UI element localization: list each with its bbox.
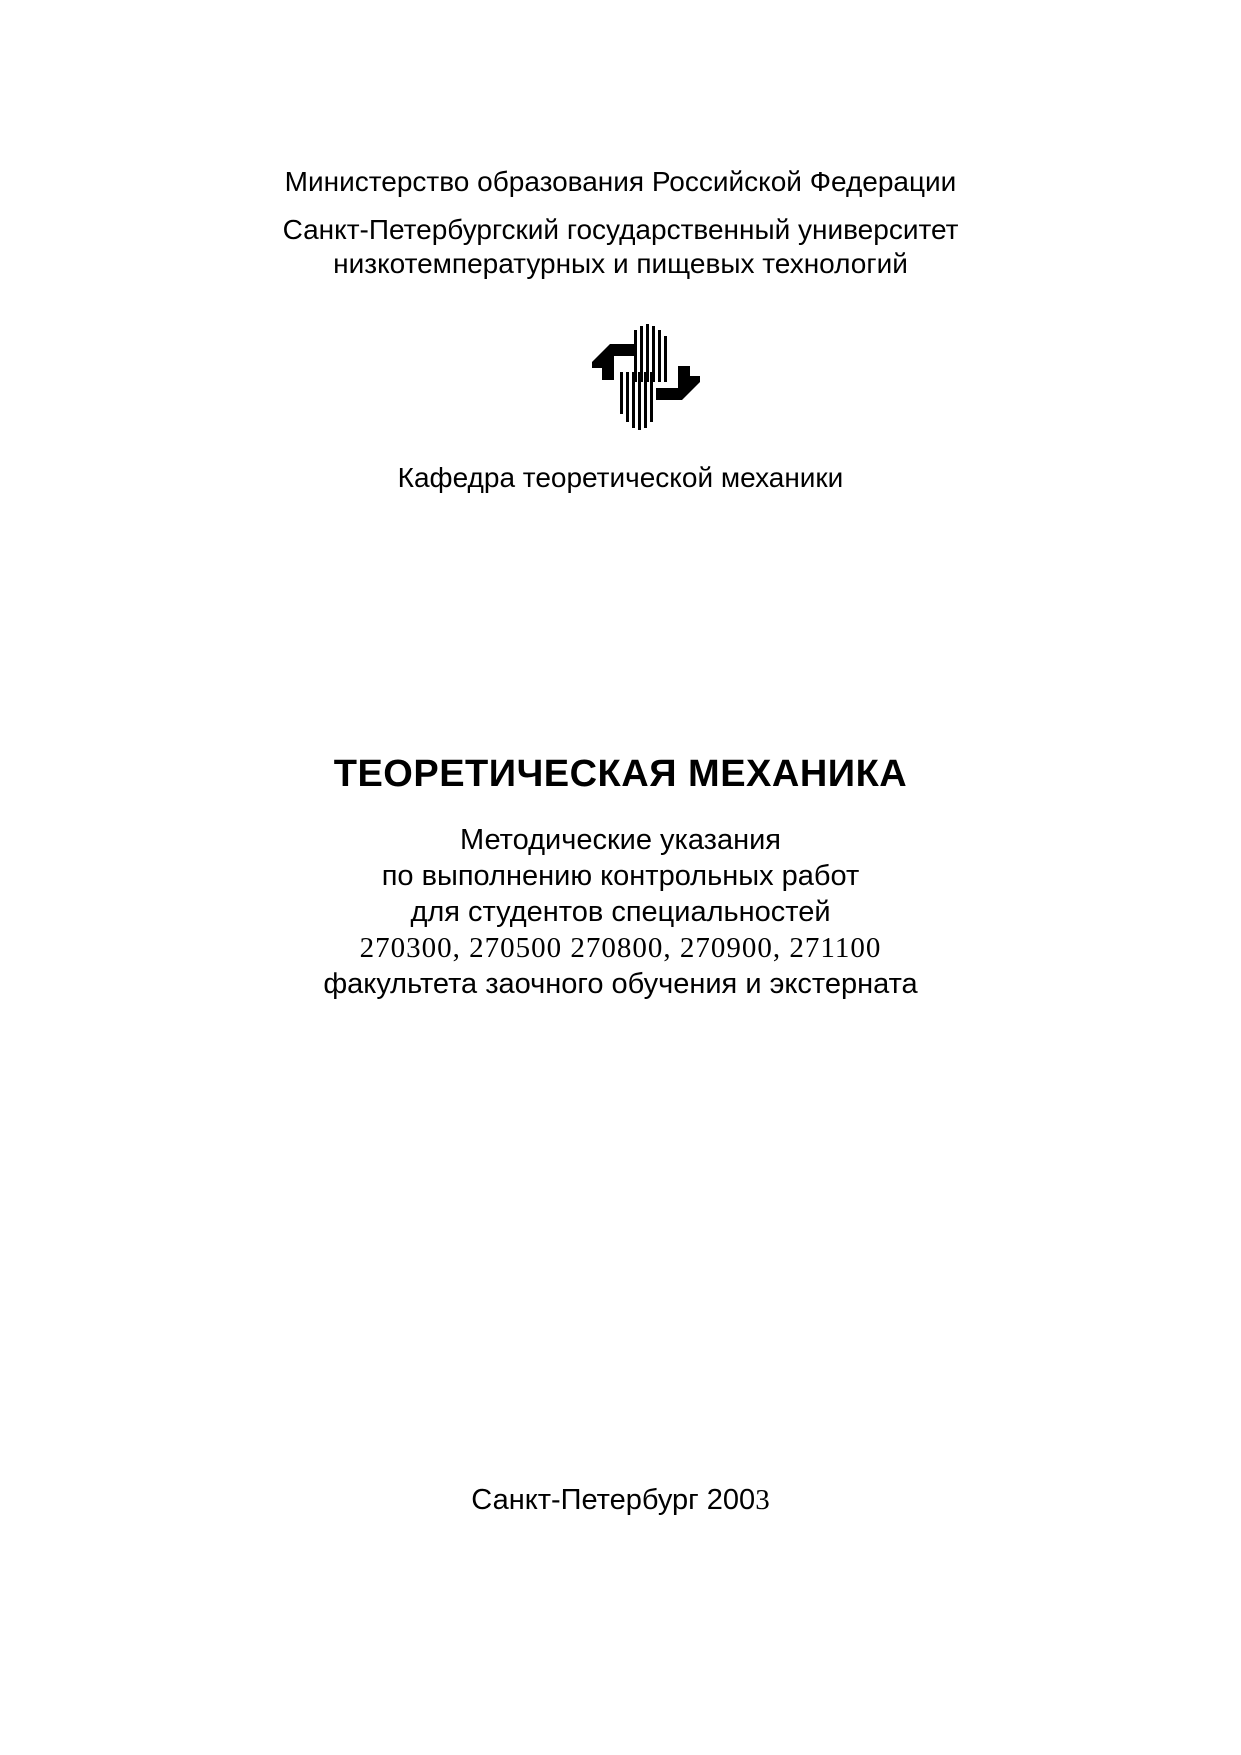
subtitle-line-3: для студентов специальностей [410, 896, 831, 928]
document-title: ТЕОРЕТИЧЕСКАЯ МЕХАНИКА [333, 753, 908, 795]
year-last-digit: 3 [755, 1484, 770, 1516]
department-name: Кафедра теоретической механики [397, 462, 844, 493]
subtitle-line-5: факультета заочного обучения и экстерната [323, 968, 918, 1000]
subtitle-line-2: по выполнению контрольных работ [381, 860, 860, 892]
university-line-2: низкотемпературных и пищевых технологий [333, 248, 908, 279]
specialty-codes: 270300, 270500 270800, 270900, 271100 [359, 932, 882, 964]
publication-place-year [0, 1486, 1241, 1515]
university-line-1: Санкт-Петербургский государственный университет [282, 214, 959, 245]
university-emblem-icon [590, 322, 702, 432]
city-and-year: Санкт-Петербург 200 [471, 1484, 756, 1516]
subtitle-line-1: Методические указания [460, 824, 781, 856]
ministry-line: Министерство образования Российской Федерации [284, 166, 957, 197]
